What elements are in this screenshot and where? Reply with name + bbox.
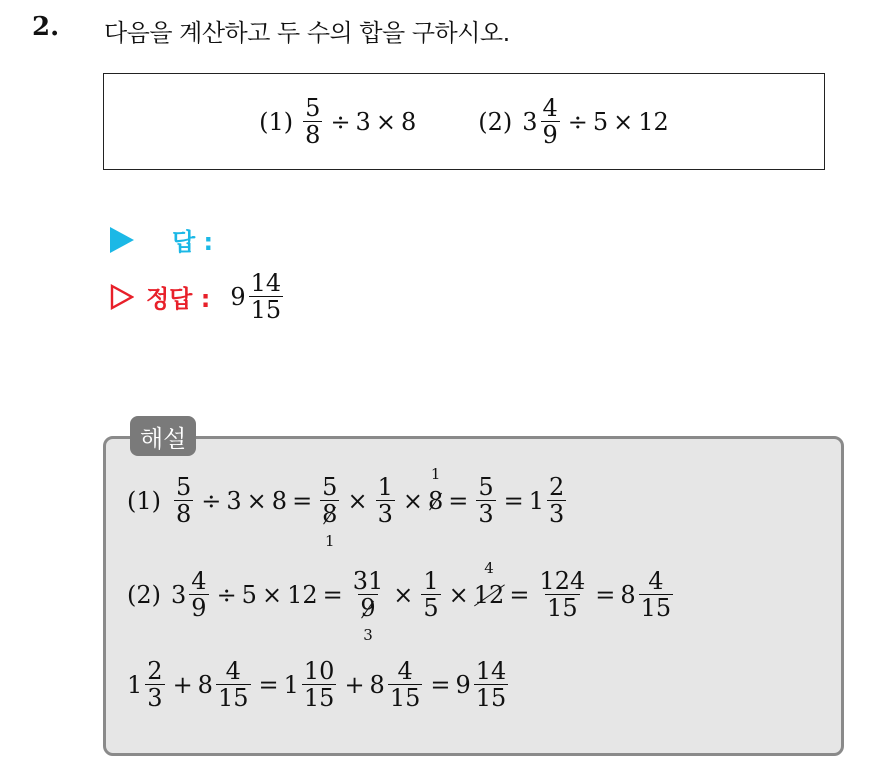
operand: 12 (638, 107, 669, 136)
denominator: 15 (389, 684, 421, 713)
denominator: 3 (478, 500, 494, 529)
times-sign: × (402, 486, 423, 515)
denominator (320, 500, 339, 551)
play-triangle-icon (110, 227, 134, 253)
numerator: 10 (303, 657, 335, 685)
reduced-digit: 1 (325, 532, 335, 551)
numerator: 4 (397, 657, 413, 685)
equals-sign: = (258, 670, 279, 699)
divide-sign: ÷ (330, 107, 351, 136)
problem-1-label: (1) (259, 107, 294, 136)
times-sign: × (613, 107, 634, 136)
explanation-tag: 해설 (130, 416, 196, 456)
cancelled-digit (322, 500, 338, 551)
divide-sign: ÷ (216, 580, 237, 609)
whole-part: 1 (528, 486, 545, 515)
correct-answer-label: 정답 : (146, 285, 211, 314)
numerator: 14 (250, 269, 282, 297)
times-sign: × (393, 580, 414, 609)
problem-2 (478, 95, 669, 149)
problem-2-label: (2) (478, 107, 513, 136)
digit: 8 (322, 500, 338, 529)
divide-sign: ÷ (567, 107, 588, 136)
fraction (388, 658, 423, 712)
whole-part: 3 (522, 107, 538, 136)
denominator: 3 (377, 500, 393, 529)
fraction (541, 95, 560, 149)
fraction (145, 658, 164, 712)
denominator: 15 (217, 684, 249, 713)
numerator: 4 (225, 657, 241, 685)
numerator: 14 (475, 657, 507, 685)
fraction (537, 568, 587, 622)
operand: 8 (400, 107, 417, 136)
plus-sign: + (172, 670, 193, 699)
numerator: 5 (322, 473, 338, 501)
whole-part: 9 (230, 282, 246, 311)
reduced-digit: 4 (484, 558, 494, 577)
equals-sign: = (448, 486, 469, 515)
whole-part: 1 (283, 670, 299, 699)
fraction (320, 473, 339, 551)
denominator: 9 (542, 121, 558, 149)
numerator: 4 (191, 567, 207, 595)
outline-triangle-icon (110, 284, 134, 310)
times-sign: × (347, 486, 368, 515)
digit: 9 (360, 594, 376, 623)
numerator: 4 (542, 93, 558, 122)
operand: 5 (592, 107, 609, 136)
operand: 12 (287, 580, 318, 609)
line-label: (2) (127, 580, 161, 609)
answer-row (110, 222, 213, 257)
digit: 12 (473, 580, 505, 609)
digit: 8 (427, 486, 444, 515)
denominator: 9 (191, 594, 207, 623)
equals-sign: = (503, 486, 524, 515)
cancelled-digit (360, 594, 376, 645)
problem-1 (259, 95, 416, 149)
explanation-line-2 (127, 558, 676, 645)
whole-part: 8 (369, 670, 385, 699)
numerator: 2 (147, 657, 163, 685)
equals-sign: = (430, 670, 451, 699)
problem-box (103, 73, 825, 170)
numerator: 5 (305, 93, 321, 122)
denominator: 5 (423, 594, 439, 623)
fraction (303, 95, 322, 149)
times-sign: × (375, 107, 396, 136)
fraction (476, 474, 495, 528)
fraction (174, 474, 193, 528)
numerator: 31 (352, 567, 384, 595)
operand: 8 (271, 486, 288, 515)
explanation-line-1 (127, 464, 569, 551)
operand: 5 (241, 580, 257, 609)
whole-part: 3 (171, 580, 187, 609)
denominator: 3 (549, 500, 565, 529)
question-text: 다음을 계산하고 두 수의 합을 구하시오. (104, 19, 510, 47)
times-sign: × (448, 580, 469, 609)
times-sign: × (246, 486, 267, 515)
denominator: 8 (176, 500, 192, 529)
fraction (376, 474, 395, 528)
cancelled-digit (427, 464, 444, 515)
fraction (216, 658, 251, 712)
fraction (421, 568, 440, 622)
denominator (358, 594, 377, 645)
denominator: 15 (303, 684, 335, 713)
denominator: 15 (547, 594, 578, 623)
line-label: (1) (127, 486, 161, 515)
equals-sign: = (595, 580, 616, 609)
equals-sign: = (509, 580, 530, 609)
correct-answer-value (230, 270, 286, 324)
fraction (639, 568, 674, 622)
operand: 3 (355, 107, 371, 136)
whole-part: 8 (197, 670, 213, 699)
answer-label: 답 : (172, 228, 214, 256)
equals-sign: = (292, 486, 313, 515)
numerator: 5 (176, 473, 192, 501)
numerator: 5 (478, 473, 494, 501)
reduced-digit: 3 (363, 626, 373, 645)
reduced-digit: 1 (430, 464, 441, 483)
denominator: 3 (147, 684, 163, 713)
numerator: 124 (539, 567, 586, 595)
plus-sign: + (344, 670, 365, 699)
fraction (351, 567, 386, 645)
fraction (189, 568, 208, 622)
divide-sign: ÷ (201, 486, 222, 515)
fraction (547, 474, 566, 528)
denominator: 15 (640, 594, 672, 623)
whole-part: 1 (127, 670, 143, 699)
fraction (302, 658, 337, 712)
fraction (474, 658, 509, 712)
fraction (249, 270, 284, 324)
equals-sign: = (322, 580, 343, 609)
numerator: 2 (549, 473, 565, 501)
cancelled-digit (473, 558, 505, 609)
numerator: 1 (377, 473, 393, 501)
whole-part: 8 (620, 580, 636, 609)
explanation-line-3 (127, 658, 511, 712)
question-number: 2. (32, 12, 60, 42)
denominator: 15 (250, 296, 282, 325)
numerator: 1 (423, 567, 439, 595)
correct-answer-row (110, 270, 286, 324)
whole-part: 9 (455, 670, 471, 699)
numerator: 4 (648, 567, 664, 595)
times-sign: × (261, 580, 283, 609)
denominator: 15 (475, 684, 507, 713)
operand: 3 (226, 486, 242, 515)
denominator: 8 (305, 121, 321, 149)
